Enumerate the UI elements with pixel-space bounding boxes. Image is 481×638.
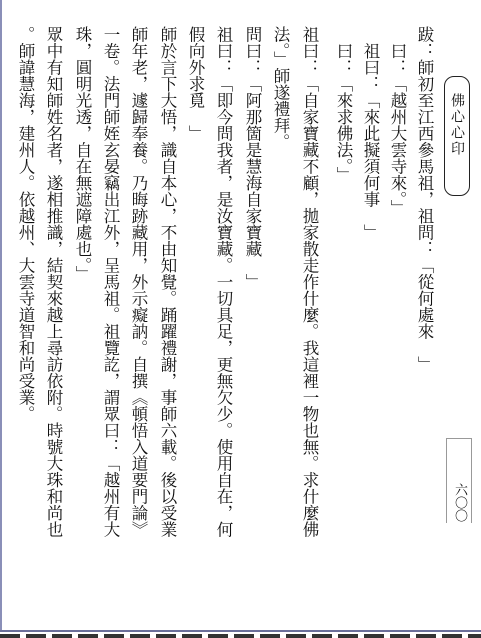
bottom-rule: [0, 630, 481, 632]
text-column-10: 師於言下大悟，識自本心，不由知覺。踊躍禮謝，事師六載。後以受業: [158, 26, 177, 538]
text-column-6: 法。」師遂禮拜。: [271, 26, 290, 150]
bottom-dashed-rule: [0, 634, 481, 638]
text-column-11: 師年老，遽歸奉養。乃晦跡藏用，外示癡訥。自撰《頓悟入道要門論》: [129, 26, 148, 538]
page-number: 六〇〇: [452, 483, 467, 522]
text-column-2: 曰：「越州大雲寺來。」: [388, 26, 407, 216]
text-column-4: 曰：「來求佛法。」: [334, 26, 353, 183]
text-column-15: 。師諱慧海，建州人。依越州、大雲寺道智和尚受業。: [16, 26, 35, 422]
text-column-9: 假向外求覓 」: [186, 26, 205, 142]
book-title-tab: [444, 76, 470, 196]
page-left-edge: [0, 0, 2, 632]
text-column-3: 祖曰：「來此擬須何事 」: [361, 26, 380, 241]
text-column-13: 珠，圓明光透，自在無遮障處也。」: [73, 26, 92, 282]
text-column-7: 問曰：「阿那箇是慧海自家寶藏 」: [243, 26, 262, 290]
text-column-1: 跋：師初至江西參馬祖，祖問：「從何處來 」: [415, 26, 434, 373]
book-title: 佛心心印: [449, 93, 465, 157]
text-column-5: 祖曰：「自家寶藏不顧，拋家散走作什麼。我這裡一物也無。求什麼佛: [300, 26, 319, 538]
page-number-tab: [446, 438, 472, 523]
text-column-14: 眾中有知師姓名者，遂相推識，結契來越上尋訪依附。時號大珠和尚也: [44, 26, 63, 538]
text-column-12: 一卷。法門師姪玄晏竊出江外，呈馬祖。祖覽訖，謂眾曰：「越州有大: [101, 26, 120, 538]
text-column-8: 祖曰：「即今問我者，是汝寶藏。一切具足，更無欠少。使用自在，何: [214, 26, 233, 538]
